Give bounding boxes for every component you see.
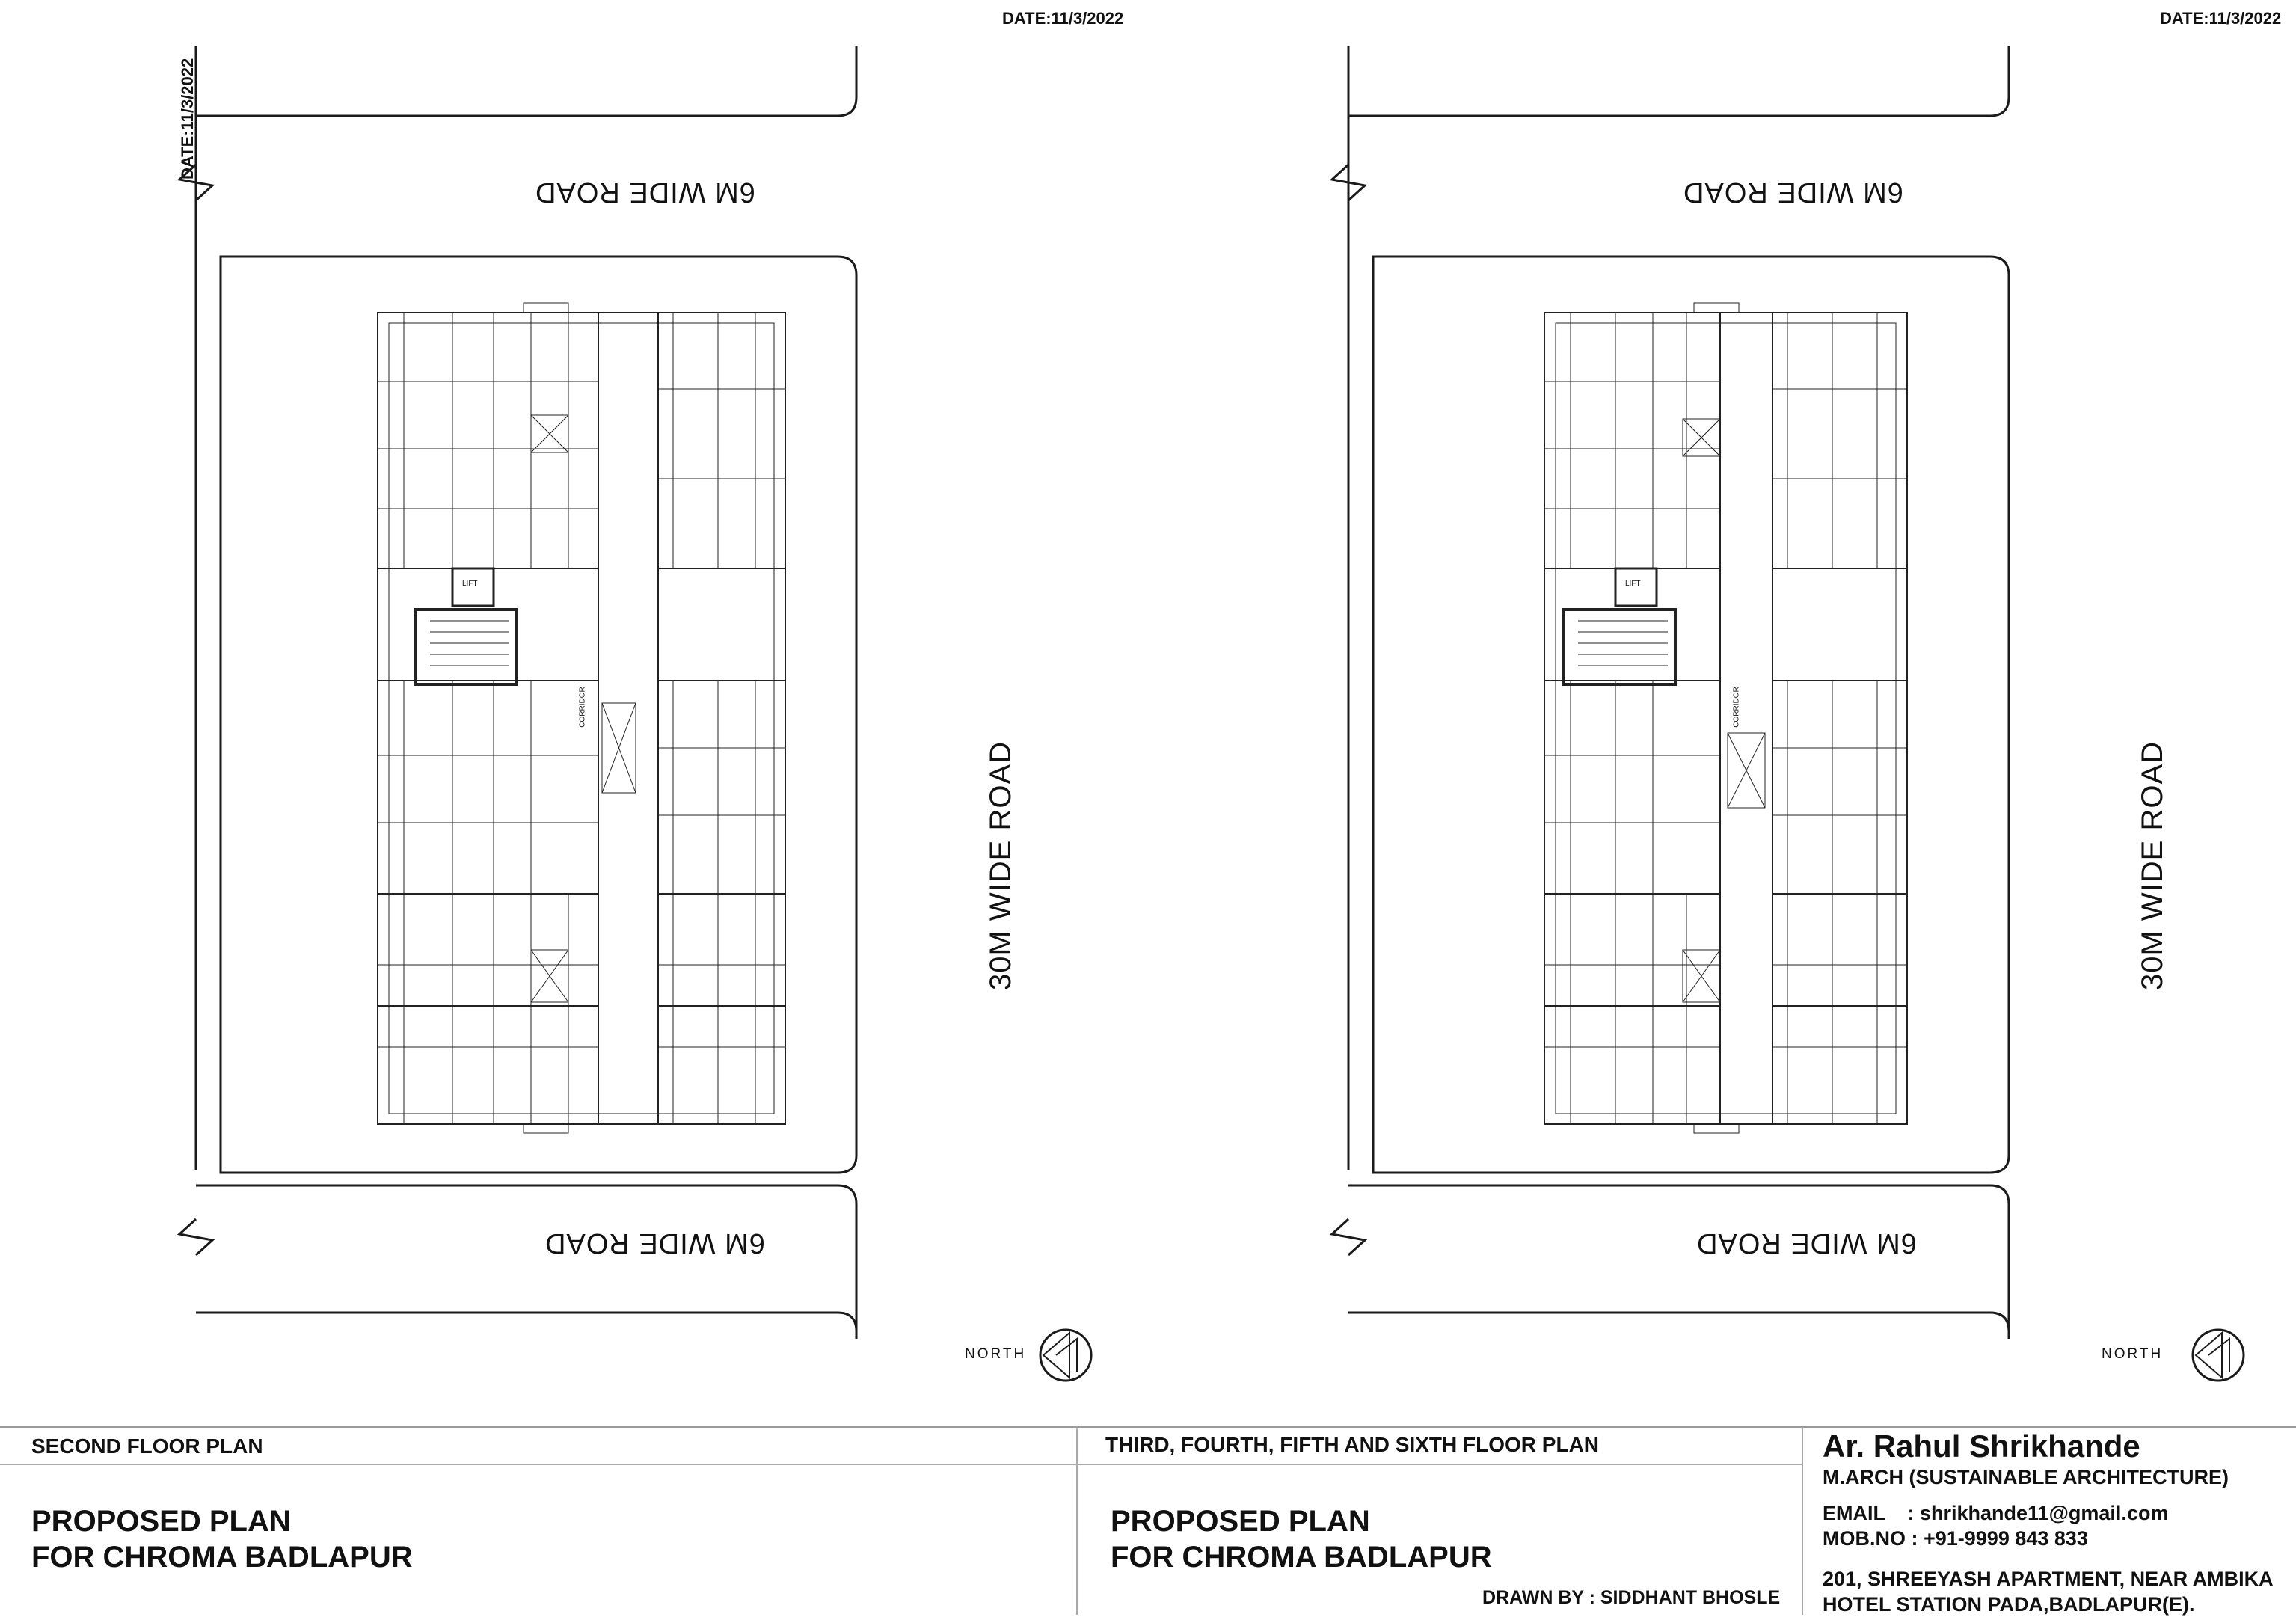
mid-proposed-title (1111, 1503, 1492, 1575)
mid-proposed-line-2: FOR CHROMA BADLAPUR (1111, 1541, 1492, 1574)
left-proposed-line-2: FOR CHROMA BADLAPUR (31, 1541, 413, 1574)
left-proposed-line-1: PROPOSED PLAN (31, 1505, 291, 1538)
road-label-top-left: 6M WIDE ROAD (535, 177, 755, 208)
architect-name: Ar. Rahul Shrikhande (1823, 1429, 2140, 1464)
road-label-bottom-right: 6M WIDE ROAD (1696, 1227, 1917, 1259)
road-edge-bottom-right (1348, 1185, 2009, 1339)
road-label-side-left: 30M WIDE ROAD (984, 740, 1018, 991)
architect-block (1823, 1429, 2274, 1617)
corridor-label-right: CORRIDOR (1732, 687, 1741, 728)
date-label-vertical: DATE:11/3/2022 (178, 58, 197, 180)
left-proposed-title (31, 1503, 413, 1575)
north-arrow-left (1040, 1330, 1091, 1381)
road-edge-bottom-left (196, 1185, 856, 1339)
break-mark-right-bottom (1332, 1219, 1365, 1255)
date-label-left: DATE:11/3/2022 (1002, 9, 1124, 28)
road-edge-top-left (196, 46, 856, 254)
plot-boundary-left (221, 257, 856, 1173)
architect-mobile: MOB.NO : +91-9999 843 833 (1823, 1527, 2088, 1550)
road-edge-top-right (1348, 46, 2009, 254)
corridor-label-left: CORRIDOR (578, 687, 587, 728)
break-mark-left-bottom (179, 1219, 212, 1255)
north-arrow-right (2193, 1330, 2244, 1381)
architect-address-2: HOTEL STATION PADA,BADLAPUR(E). (1823, 1593, 2195, 1616)
road-label-top-right: 6M WIDE ROAD (1683, 177, 1903, 208)
drawn-by: DRAWN BY : SIDDHANT BHOSLE (1482, 1587, 1781, 1608)
road-label-side-right: 30M WIDE ROAD (2136, 740, 2170, 991)
lift-label-left: LIFT (462, 580, 478, 588)
architect-address-1: 201, SHREEYASH APARTMENT, NEAR AMBIKA (1823, 1568, 2274, 1590)
architect-qualification: M.ARCH (SUSTAINABLE ARCHITECTURE) (1823, 1466, 2229, 1488)
north-label-right: NORTH (2102, 1346, 2164, 1362)
mid-proposed-line-1: PROPOSED PLAN (1111, 1505, 1370, 1538)
left-floor-title: SECOND FLOOR PLAN (31, 1435, 263, 1458)
plot-boundary-right (1373, 257, 2009, 1173)
lift-label-right: LIFT (1625, 580, 1641, 588)
north-label-left: NORTH (965, 1346, 1027, 1362)
date-label-right: DATE:11/3/2022 (2160, 9, 2282, 28)
road-label-bottom-left: 6M WIDE ROAD (544, 1227, 765, 1259)
floor-plan-right (1544, 303, 1907, 1133)
mid-floor-title: THIRD, FOURTH, FIFTH AND SIXTH FLOOR PLAN (1105, 1433, 1600, 1456)
architect-email: EMAIL : shrikhande11@gmail.com (1823, 1502, 2169, 1524)
